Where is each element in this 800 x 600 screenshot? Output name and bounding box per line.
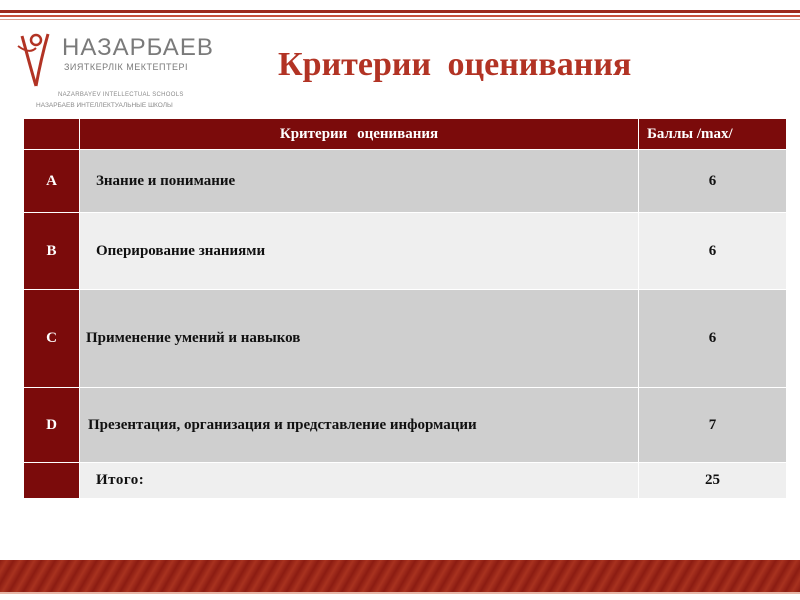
row-criterion: Применение умений и навыков bbox=[80, 290, 639, 388]
figure-emblem-icon bbox=[14, 28, 58, 90]
table-row bbox=[24, 150, 787, 213]
table-header-row bbox=[24, 119, 787, 150]
table-row bbox=[24, 388, 787, 463]
table-row bbox=[24, 213, 787, 290]
row-letter: C bbox=[24, 290, 80, 388]
header-score: Баллы /max/ bbox=[639, 119, 787, 150]
page-title: Критерии оценивания bbox=[278, 46, 632, 83]
total-label: Итого: bbox=[80, 463, 639, 499]
header-criteria: Критерии оценивания bbox=[80, 119, 639, 150]
row-letter: B bbox=[24, 213, 80, 290]
logo-subtitle-ru: НАЗАРБАЕВ ИНТЕЛЛЕКТУАЛЬНЫЕ ШКОЛЫ bbox=[36, 102, 173, 109]
bottom-decorative-band bbox=[0, 560, 800, 592]
row-letter: D bbox=[24, 388, 80, 463]
row-criterion: Знание и понимание bbox=[80, 150, 639, 213]
header-letter-cell bbox=[24, 119, 80, 150]
total-letter-cell bbox=[24, 463, 80, 499]
table-total-row bbox=[24, 463, 787, 499]
row-criterion: Презентация, организация и представление информации bbox=[80, 388, 639, 463]
total-score: 25 bbox=[639, 463, 787, 499]
row-letter: A bbox=[24, 150, 80, 213]
table-row bbox=[24, 290, 787, 388]
row-criterion: Оперирование знаниями bbox=[80, 213, 639, 290]
logo-subtitle: ЗИЯТКЕРЛІК МЕКТЕПТЕРІ bbox=[64, 62, 189, 72]
bottom-decorative-line bbox=[0, 592, 800, 594]
row-score: 6 bbox=[639, 150, 787, 213]
row-score: 6 bbox=[639, 213, 787, 290]
logo-name: НАЗАРБАЕВ bbox=[62, 34, 214, 61]
logo-subtitle-en: NAZARBAYEV INTELLECTUAL SCHOOLS bbox=[58, 92, 184, 98]
school-logo bbox=[14, 28, 214, 112]
row-score: 7 bbox=[639, 388, 787, 463]
top-decorative-stripes bbox=[0, 0, 800, 24]
row-score: 6 bbox=[639, 290, 787, 388]
criteria-table bbox=[23, 118, 787, 499]
